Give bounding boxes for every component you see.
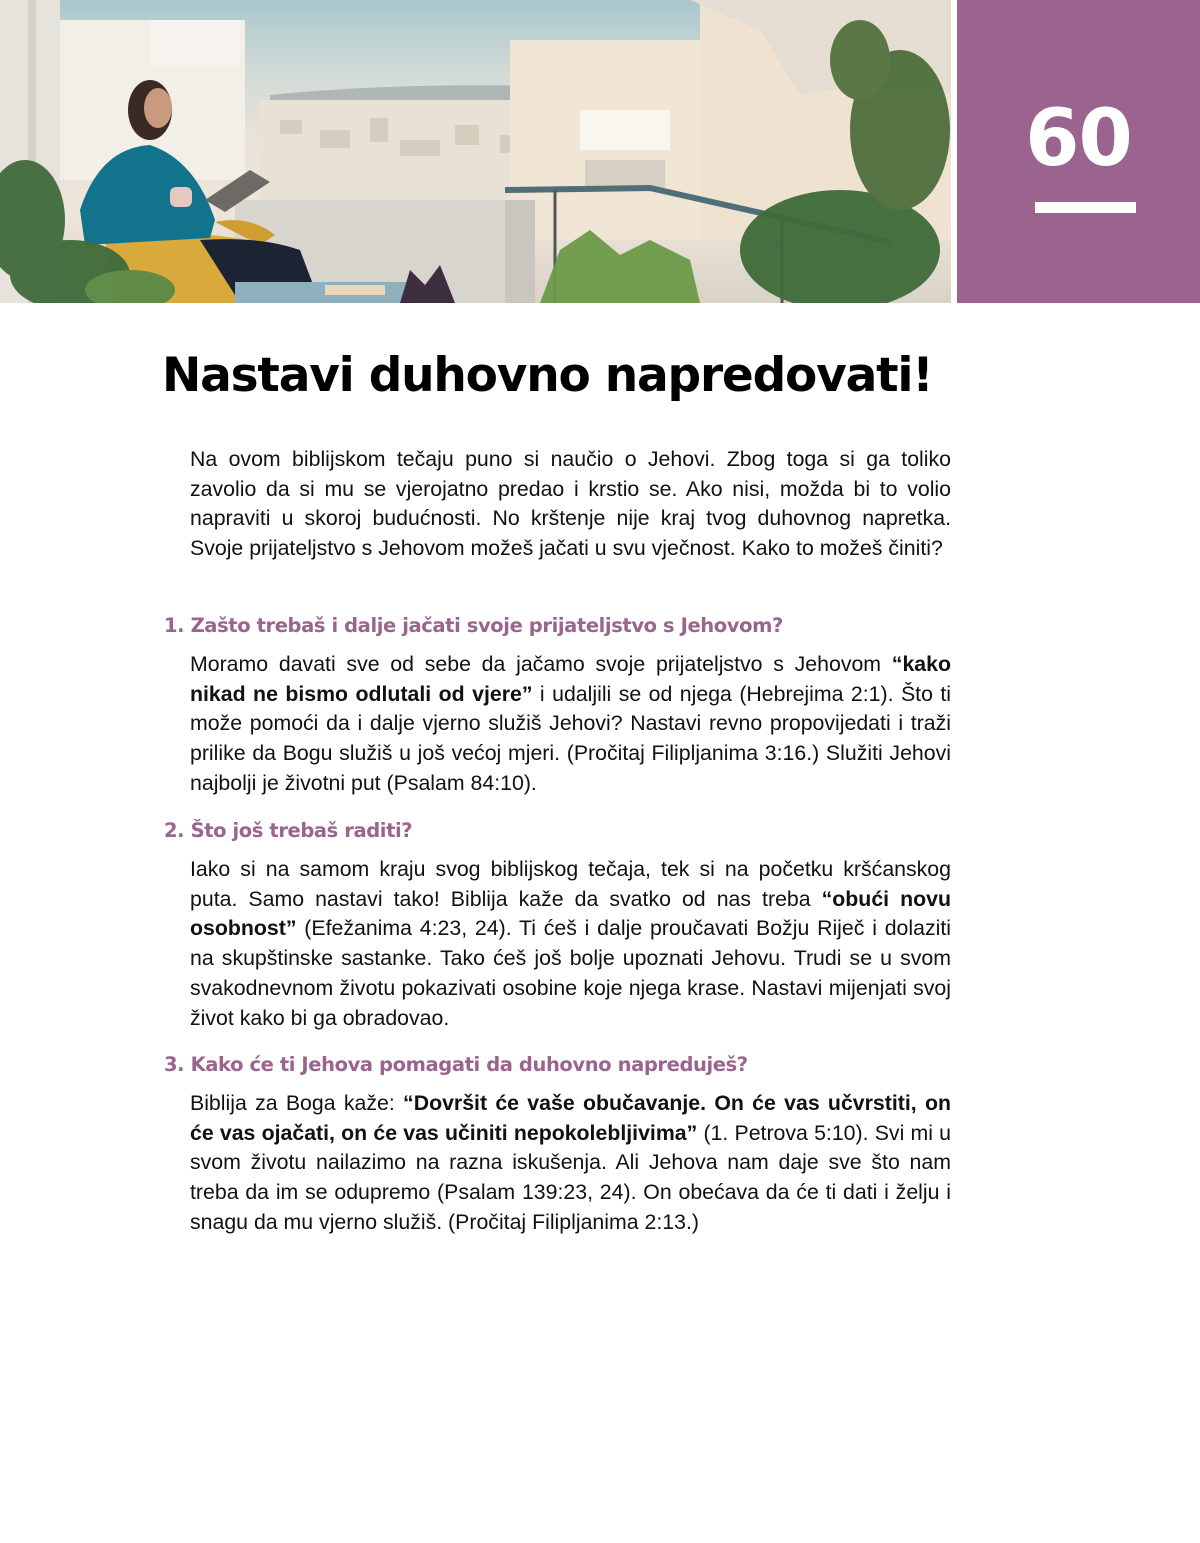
answer-3-bold-quote: “Dovršit će vaše obučavanje. On će vas učvrstiti, on će vas ojačati, on će vas učiniti nepokolebljivima” <box>190 1091 951 1145</box>
answer-2-text-before: Iako si na samom kraju svog biblijskog tečaja, tek si na početku kršćanskog puta. Samo nastavi tako! Biblija kaže da svatko od nas treba <box>190 857 951 911</box>
answer-1-text-before: Moramo davati sve od sebe da jačamo svoje prijateljstvo s Jehovom <box>190 652 892 676</box>
question-3: 3. Kako će ti Jehova pomagati da duhovno napreduješ? <box>164 1053 748 1076</box>
answer-2-bold-quote: “obući novu osobnost” <box>190 886 951 941</box>
answer-3-text-before: Biblija za Boga kaže: <box>190 1091 404 1115</box>
answer-1 <box>190 650 951 799</box>
answer-1-text-after: i udaljili se od njega (Hebrejima 2:1). Što ti može pomoći da i dalje vjerno služiš Jehovi? Nastavi revno propovijedati i traži prilike da Bogu služiš u još većoj mjeri. (Pročitaj Filipljanima 3:16.) Služiti Jehovi najbolji je životni put (Psalam 84:10). <box>190 681 951 795</box>
answer-2 <box>190 855 951 1033</box>
balcony-scene-illustration <box>0 0 951 303</box>
question-2: 2. Što još trebaš raditi? <box>164 819 413 842</box>
page-title: Nastavi duhovno napredovati! <box>162 348 933 403</box>
intro-paragraph: Na ovom biblijskom tečaju puno si naučio o Jehovi. Zbog toga si ga toliko zavolio da si mu se vjerojatno predao i krstio se. Ako nisi, možda bi to volio napraviti u skoroj budućnosti. No krštenje nije kraj tvog duhovnog napretka. Svoje prijateljstvo s Jehovom možeš jačati u svu vječnost. Kako to možeš činiti? <box>190 447 951 561</box>
question-1: 1. Zašto trebaš i dalje jačati svoje prijateljstvo s Jehovom? <box>164 614 783 637</box>
chapter-number-underline <box>1035 202 1136 213</box>
answer-3-text-after: (1. Petrova 5:10). Svi mi u svom životu nailazimo na razna iskušenja. Ali Jehova nam daje sve što nam treba da im se odupremo (Psalam 139:23, 24). On obećava da će ti dati i želju i snagu da mu vjerno služiš. (Pročitaj Filipljanima 2:13.) <box>190 1120 951 1234</box>
chapter-number: 60 <box>1025 94 1132 184</box>
answer-3 <box>190 1089 951 1238</box>
answer-2-text-after: (Efežanima 4:23, 24). Ti ćeš i dalje proučavati Božju Riječ i dolaziti na skupštinske sastanke. Tako ćeš još bolje upoznati Jehovu. Trudi se u svom svakodnevnom životu pokazivati osobine koje njega krase. Nastavi mijenjati svoj život kako bi ga obradovao. <box>190 916 951 1030</box>
hero-photo <box>0 0 951 303</box>
answer-1-bold-quote: “kako nikad ne bismo odlutali od vjere” <box>190 652 951 706</box>
chapter-number-panel <box>957 0 1200 303</box>
